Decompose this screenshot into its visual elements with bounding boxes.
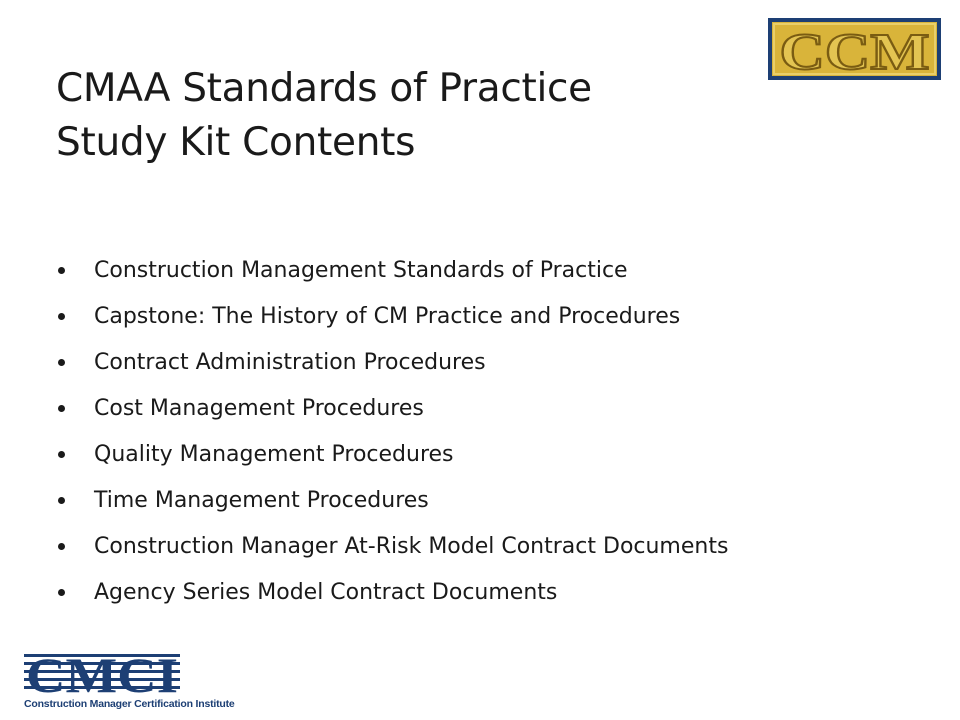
list-item — [58, 478, 928, 524]
ccm-logo-graphic — [772, 22, 937, 76]
slide-title — [56, 62, 736, 170]
list-item-text: Time Management Procedures — [94, 488, 429, 513]
list-item — [58, 432, 928, 478]
list-item — [58, 248, 928, 294]
list-item — [58, 570, 928, 616]
bullet-icon — [58, 359, 65, 366]
list-item-text: Construction Management Standards of Practice — [94, 258, 628, 283]
ccm-logo-text: CCM — [779, 24, 930, 76]
ccm-logo — [768, 18, 941, 80]
bullet-icon — [58, 589, 65, 596]
list-item-text: Construction Manager At-Risk Model Contract Documents — [94, 534, 729, 559]
list-item — [58, 386, 928, 432]
list-item-text: Contract Administration Procedures — [94, 350, 486, 375]
list-item — [58, 524, 928, 570]
list-item-text: Capstone: The History of CM Practice and Procedures — [94, 304, 681, 329]
list-item — [58, 294, 928, 340]
list-item-text: Cost Management Procedures — [94, 396, 424, 421]
title-line-2: Study Kit Contents — [56, 120, 416, 165]
list-item — [58, 340, 928, 386]
cmci-logo-graphic — [24, 648, 224, 696]
bullet-icon — [58, 451, 65, 458]
cmci-logo — [24, 648, 235, 714]
bullet-icon — [58, 405, 65, 412]
list-item-text: Agency Series Model Contract Documents — [94, 580, 558, 605]
cmci-logo-text: CMCI — [26, 648, 178, 696]
cmci-tagline: Construction Manager Certification Institute — [24, 698, 235, 710]
bullet-icon — [58, 497, 65, 504]
title-line-1: CMAA Standards of Practice — [56, 66, 592, 111]
bullet-icon — [58, 543, 65, 550]
contents-list — [58, 248, 928, 616]
bullet-icon — [58, 313, 65, 320]
bullet-icon — [58, 267, 65, 274]
list-item-text: Quality Management Procedures — [94, 442, 454, 467]
